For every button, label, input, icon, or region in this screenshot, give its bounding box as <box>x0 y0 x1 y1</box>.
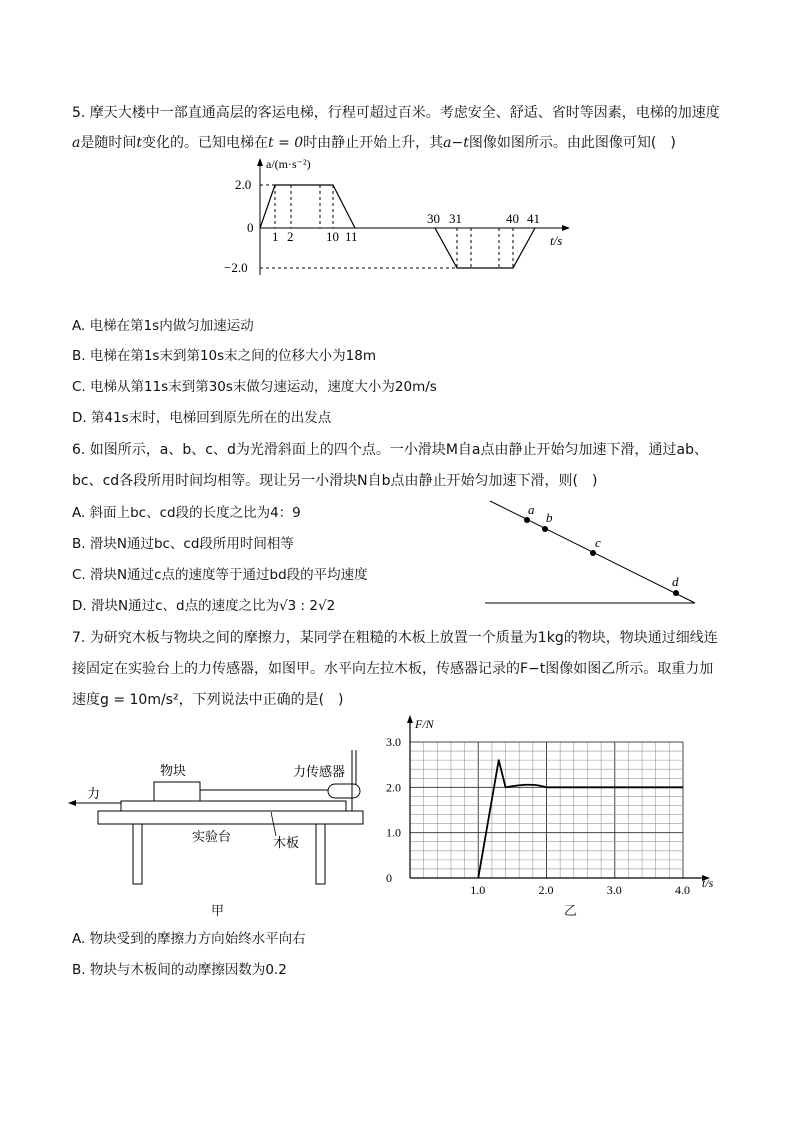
point-b-marker <box>542 526 548 532</box>
q5-text: 图像如图所示。由此图像可知( ) <box>468 135 676 151</box>
q5-at-graph <box>224 155 580 285</box>
q5-eq: t = 0 <box>268 135 304 151</box>
q5-option-d[interactable]: D. 第41s末时，电梯回到原先所在的出发点 <box>72 410 332 426</box>
point-d-label: d <box>672 574 679 589</box>
y-tick-label: 1.0 <box>386 825 401 840</box>
label-table: 实验台 <box>192 829 232 844</box>
label-block: 物块 <box>160 763 187 778</box>
q5-var-a: a <box>72 135 81 151</box>
q5-text: 是随时间 <box>80 135 137 151</box>
x-tick-label: 2.0 <box>538 883 554 897</box>
q5-x-tick: 2 <box>287 229 294 244</box>
point-a-label: a <box>528 502 535 517</box>
q5-option-a[interactable]: A. 电梯在第1s内做匀加速运动 <box>72 318 254 334</box>
q6-line2: bc、cd各段所用时间均相等。现让另一小滑块N自b点由静止开始匀加速下滑，则( ) <box>72 473 598 489</box>
q7-option-b[interactable]: B. 物块与木板间的动摩擦因数为0.2 <box>72 962 287 978</box>
q7-ft-chart <box>370 712 720 897</box>
ft-xlabel: t/s <box>702 876 714 890</box>
q7-line2: 接固定在实验台上的力传感器，如图甲。水平向左拉木板，传感器记录的F−t图像如图乙所示。取重力加 <box>72 661 714 677</box>
q6-line1: 6. 如图所示，a、b、c、d为光滑斜面上的四个点。一小滑块M自a点由静止开始匀加速下滑，通过ab、 <box>72 442 708 458</box>
q7-apparatus-figure <box>66 740 376 890</box>
label-force: 力 <box>87 786 101 801</box>
q6-incline-figure <box>480 500 700 608</box>
q5-var-t: t <box>136 135 142 151</box>
q5-x-tick: 10 <box>326 229 339 244</box>
q5-xlabel: t/s <box>550 233 563 248</box>
q5-option-c[interactable]: C. 电梯从第11s末到第30s末做匀速运动，速度大小为20m/s <box>72 379 437 395</box>
x-tick-label: 4.0 <box>675 883 690 897</box>
q5-x-tick: 30 <box>427 211 440 226</box>
x-tick-label: 1.0 <box>470 883 486 897</box>
q5-x-tick: 40 <box>506 211 519 226</box>
q6-option-a[interactable]: A. 斜面上bc、cd段的长度之比为4：9 <box>72 505 301 521</box>
point-b-label: b <box>546 510 553 525</box>
q5-ylabel: a/(m·s⁻²) <box>266 157 311 171</box>
y-axis-arrow <box>407 715 413 723</box>
y-tick-label: 0 <box>386 871 392 885</box>
q7-option-a[interactable]: A. 物块受到的摩擦力方向始终水平向右 <box>72 931 306 947</box>
q6-option-b[interactable]: B. 滑块N通过bc、cd段所用时间相等 <box>72 536 294 552</box>
caption-jia: 甲 <box>211 904 225 919</box>
q5-y-bottom: −2.0 <box>224 260 248 275</box>
y-tick-label: 3.0 <box>386 735 401 749</box>
q5-x-tick: 1 <box>272 229 279 244</box>
q5-option-b[interactable]: B. 电梯在第1s末到第10s末之间的位移大小为18m <box>72 348 377 364</box>
q5-x-tick: 31 <box>449 211 462 226</box>
label-board: 木板 <box>273 835 300 850</box>
q5-text: 变化的。已知电梯在 <box>142 135 268 151</box>
ft-curve <box>478 760 683 878</box>
q5-at: a−t <box>443 135 469 151</box>
q6-option-c[interactable]: C. 滑块N通过c点的速度等于通过bd段的平均速度 <box>72 567 368 583</box>
point-d-marker <box>673 590 679 596</box>
q5-text: 时由静止开始上升，其 <box>303 135 444 151</box>
q5-y-zero: 0 <box>247 220 254 235</box>
q5-x-tick: 11 <box>345 229 358 244</box>
point-c-marker <box>590 550 596 556</box>
q5-y-top: 2.0 <box>235 177 252 192</box>
q6-option-d[interactable]: D. 滑块N通过c、d点的速度之比为√3 : 2√2 <box>72 598 336 614</box>
q7-line1: 7. 为研究木板与物块之间的摩擦力，某同学在粗糙的木板上放置一个质量为1kg的物块，物块通过细线连 <box>72 630 718 646</box>
q5-x-tick: 41 <box>527 211 540 226</box>
caption-yi: 乙 <box>564 904 578 919</box>
q5-line2 <box>72 133 676 153</box>
q5-line1: 5. 摩天大楼中一部直通高层的客运电梯，行程可超过百米。考虑安全、舒适、省时等因素，电梯的加速度 <box>72 105 720 121</box>
ft-ylabel: F/N <box>415 717 434 731</box>
label-sensor: 力传感器 <box>293 764 346 779</box>
point-a-marker <box>524 517 530 523</box>
point-c-label: c <box>595 535 601 550</box>
q7-line3: 速度g = 10m/s²，下列说法中正确的是( ) <box>72 692 344 708</box>
y-tick-label: 2.0 <box>386 780 401 795</box>
x-tick-label: 3.0 <box>606 883 622 897</box>
